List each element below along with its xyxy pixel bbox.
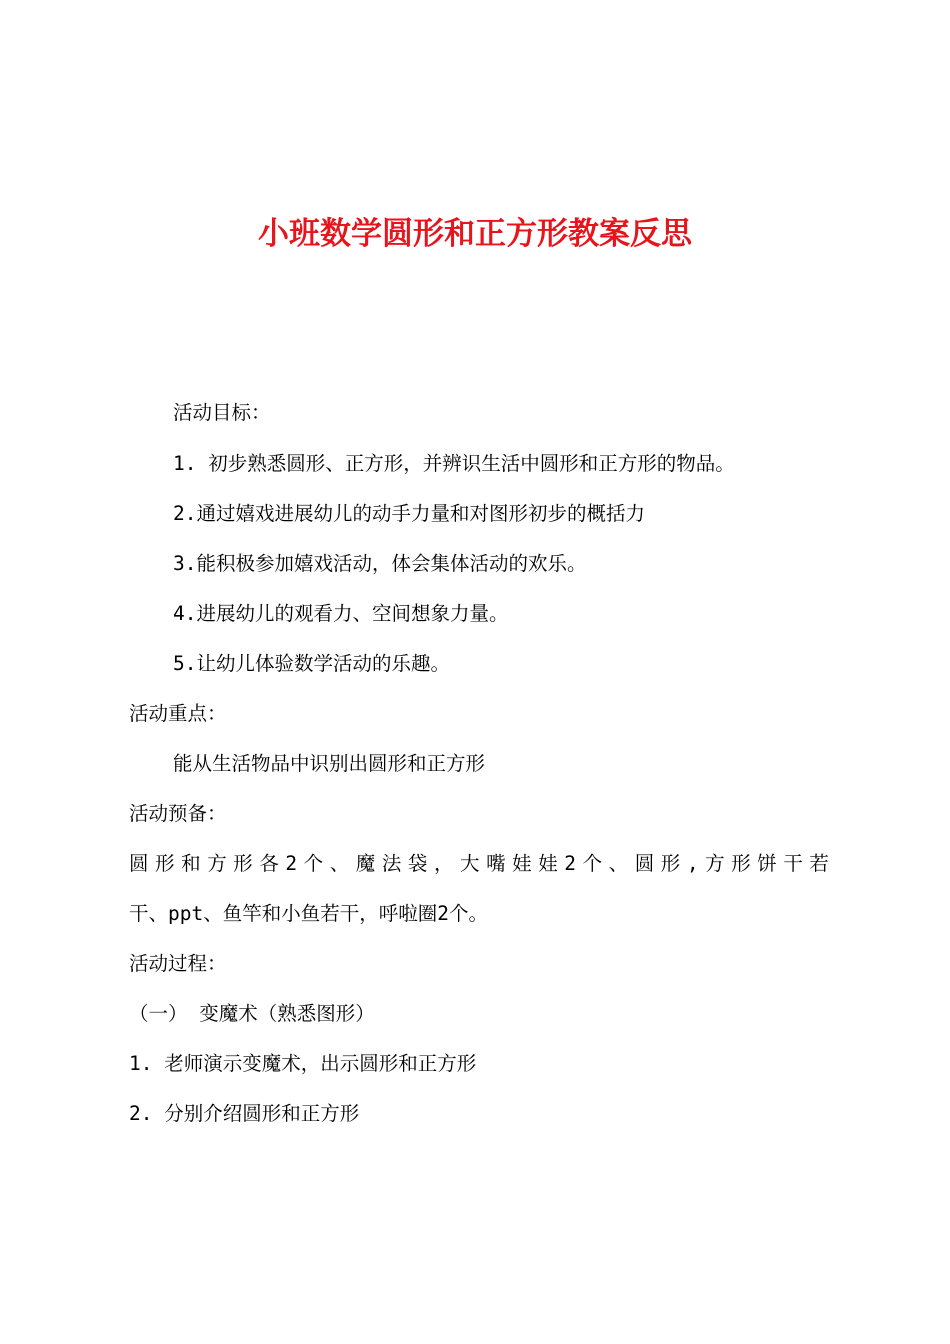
process-step-1-heading: （一） 变魔术（熟悉图形）	[129, 1002, 375, 1025]
process-item-1: 1. 老师演示变魔术，出示圆形和正方形	[129, 1052, 477, 1075]
focus-text: 能从生活物品中识别出圆形和正方形	[173, 752, 486, 775]
goal-item-2: 2.通过嬉戏进展幼儿的动手力量和对图形初步的概括力	[173, 502, 645, 525]
goal-item-3: 3.能积极参加嬉戏活动，体会集体活动的欢乐。	[173, 552, 587, 575]
goal-item-5: 5.让幼儿体验数学活动的乐趣。	[173, 652, 450, 675]
preparation-text-line-2: 干、ppt、鱼竿和小鱼若干，呼啦圈2个。	[129, 902, 488, 925]
goal-item-1: 1. 初步熟悉圆形、正方形，并辨识生活中圆形和正方形的物品。	[173, 452, 735, 475]
process-heading: 活动过程：	[129, 952, 227, 975]
preparation-text-line-1: 圆 形 和 方 形 各 2 个 、 魔 法 袋 ， 大 嘴 娃 娃 2 个 、 圆 形 , 方 形 饼 干 若	[129, 852, 829, 875]
focus-heading: 活动重点：	[129, 702, 227, 725]
goal-item-4: 4.进展幼儿的观看力、空间想象力量。	[173, 602, 509, 625]
goals-heading: 活动目标：	[173, 401, 271, 424]
document-title: 小班数学圆形和正方形教案反思	[258, 216, 692, 252]
process-item-2: 2. 分别介绍圆形和正方形	[129, 1102, 360, 1125]
preparation-heading: 活动预备：	[129, 802, 227, 825]
